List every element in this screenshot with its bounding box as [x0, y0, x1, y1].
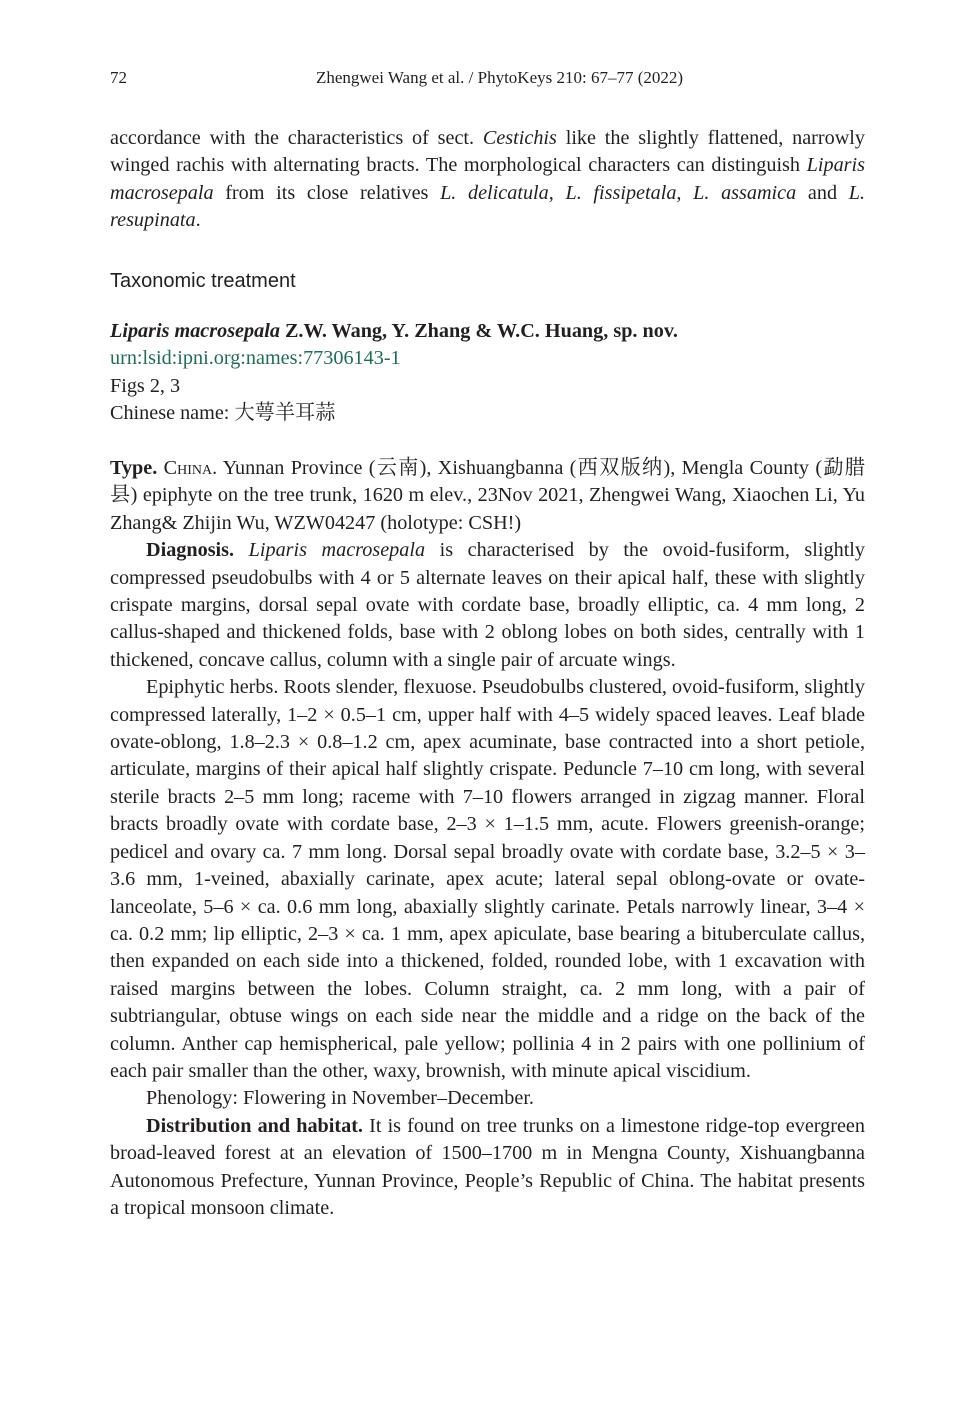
- species-authors: Z.W. Wang, Y. Zhang & W.C. Huang, sp. nov.: [279, 320, 678, 342]
- distribution-text: It is found on tree trunks on a limestone ridge-top evergreen broad-leaved forest at an elevation of 1500–1700 m in Mengna County, Xishuangbanna Autonomous Prefecture, Yunnan Province, People’s Republic of China. The habitat presents a tropical monsoon climate.: [110, 1114, 865, 1219]
- description-paragraph: Epiphytic herbs. Roots slender, flexuose. Pseudobulbs clustered, ovoid-fusiform, slightly compressed laterally, 1–2 × 0.5–1 cm, upper half with 4–5 widely spaced leaves. Leaf blade ovate-oblong, 1.8–2.3 × 0.8–1.2 cm, apex acuminate, base contracted into a short petiole, articulate, margins of their apical half slightly crispate. Peduncle 7–10 cm long, with several sterile bracts 2–5 mm long; raceme with 7–10 flowers arranged in zigzag manner. Floral bracts broadly ovate with cordate base, 2–3 × 1–1.5 mm, acute. Flowers greenish-orange; pedicel and ovary ca. 7 mm long. Dorsal sepal broadly ovate with cordate base, 3.2–5 × 3–3.6 mm, 1-veined, abaxially carinate, apex acute; lateral sepal oblong-ovate or ovate-lanceolate, 5–6 × ca. 0.6 mm long, abaxially slightly carinate. Petals narrowly linear, 3–4 × ca. 0.2 mm; lip elliptic, 2–3 × ca. 1 mm, apex apiculate, base bearing a bituberculate callus, then expanded on each side into a thickened, folded, rounded lobe, with 1 excavation with raised margins between the lobes. Column straight, ca. 2 mm long, with a pair of subtriangular, obtuse wings on each side near the middle and a ridge on the back of the column. Anther cap hemispherical, pale yellow; pollinia 4 in 2 pairs with one pollinium of each pair smaller than the other, waxy, brownish, with minute apical viscidium.: [110, 676, 865, 1082]
- separator: ,: [548, 181, 566, 204]
- treatment-body: [110, 455, 865, 1222]
- section-name: Cestichis: [482, 127, 557, 149]
- phenology-paragraph: Phenology: Flowering in November–December.: [146, 1087, 534, 1110]
- separator: ,: [676, 181, 694, 204]
- relative-species: L. delicatula: [440, 181, 549, 204]
- type-label: Type.: [110, 457, 158, 479]
- lsid-link[interactable]: urn:lsid:ipni.org:names:77306143-1: [110, 347, 401, 370]
- intro-text-a: accordance with the characteristics of sect.: [110, 127, 483, 149]
- relative-species: L. fissipetala: [565, 181, 677, 204]
- species-title: [110, 318, 865, 345]
- species-block: [110, 318, 865, 428]
- page-number: 72: [110, 68, 127, 87]
- type-text: . Yunnan Province (云南), Xishuangbanna (西双版纳), Mengla County (勐腊县) epiphyte on the tree trunk, 1620 m elev., 23Nov 2021, Zhengwei Wang, Xiaochen Li, Yu Zhang& Zhijin Wu, WZW04247 (holotype: CSH!): [110, 457, 865, 534]
- figure-reference: Figs 2, 3: [110, 374, 181, 397]
- intro-paragraph: [110, 125, 865, 235]
- type-country: China: [157, 457, 213, 479]
- sentence-end: .: [195, 209, 201, 232]
- distribution-paragraph: [110, 1113, 865, 1223]
- relative-species: L. assamica: [693, 181, 797, 204]
- running-head: Zhengwei Wang et al. / PhytoKeys 210: 67–77 (2022): [315, 68, 684, 87]
- species-name: Liparis macrosepala: [110, 154, 865, 204]
- diagnosis-paragraph: [110, 537, 865, 674]
- type-paragraph: [110, 455, 865, 537]
- intro-text: [110, 125, 865, 235]
- page-header: [110, 68, 865, 92]
- chinese-name: Chinese name: 大萼羊耳蒜: [110, 402, 336, 425]
- distribution-label: Distribution and habitat.: [146, 1114, 363, 1137]
- section-heading: Taxonomic treatment: [110, 270, 296, 292]
- conjunction: and: [796, 181, 849, 204]
- relative-species: L. resupinata: [110, 181, 865, 232]
- intro-text-c: from its close relatives: [213, 181, 441, 204]
- diagnosis-species: Liparis macrosepala: [248, 539, 426, 562]
- diagnosis-text: is characterised by the ovoid-fusiform, slightly compressed pseudobulbs with 4 or 5 alternate leaves on their apical half, these with slightly crispate margins, dorsal sepal ovate with cordate base, broadly elliptic, ca. 4 mm long, 2 callus-shaped and thickened folds, base with 2 oblong lobes on both sides, centrally with 1 thickened, concave callus, column with a single pair of arcuate wings.: [110, 539, 866, 671]
- diagnosis-label: Diagnosis.: [146, 539, 235, 562]
- species-title-name: Liparis macrosepala: [110, 320, 280, 342]
- intro-text-b: like the slightly flattened, narrowly winged rachis with alternating bracts. The morphological characters can distinguish: [110, 127, 865, 177]
